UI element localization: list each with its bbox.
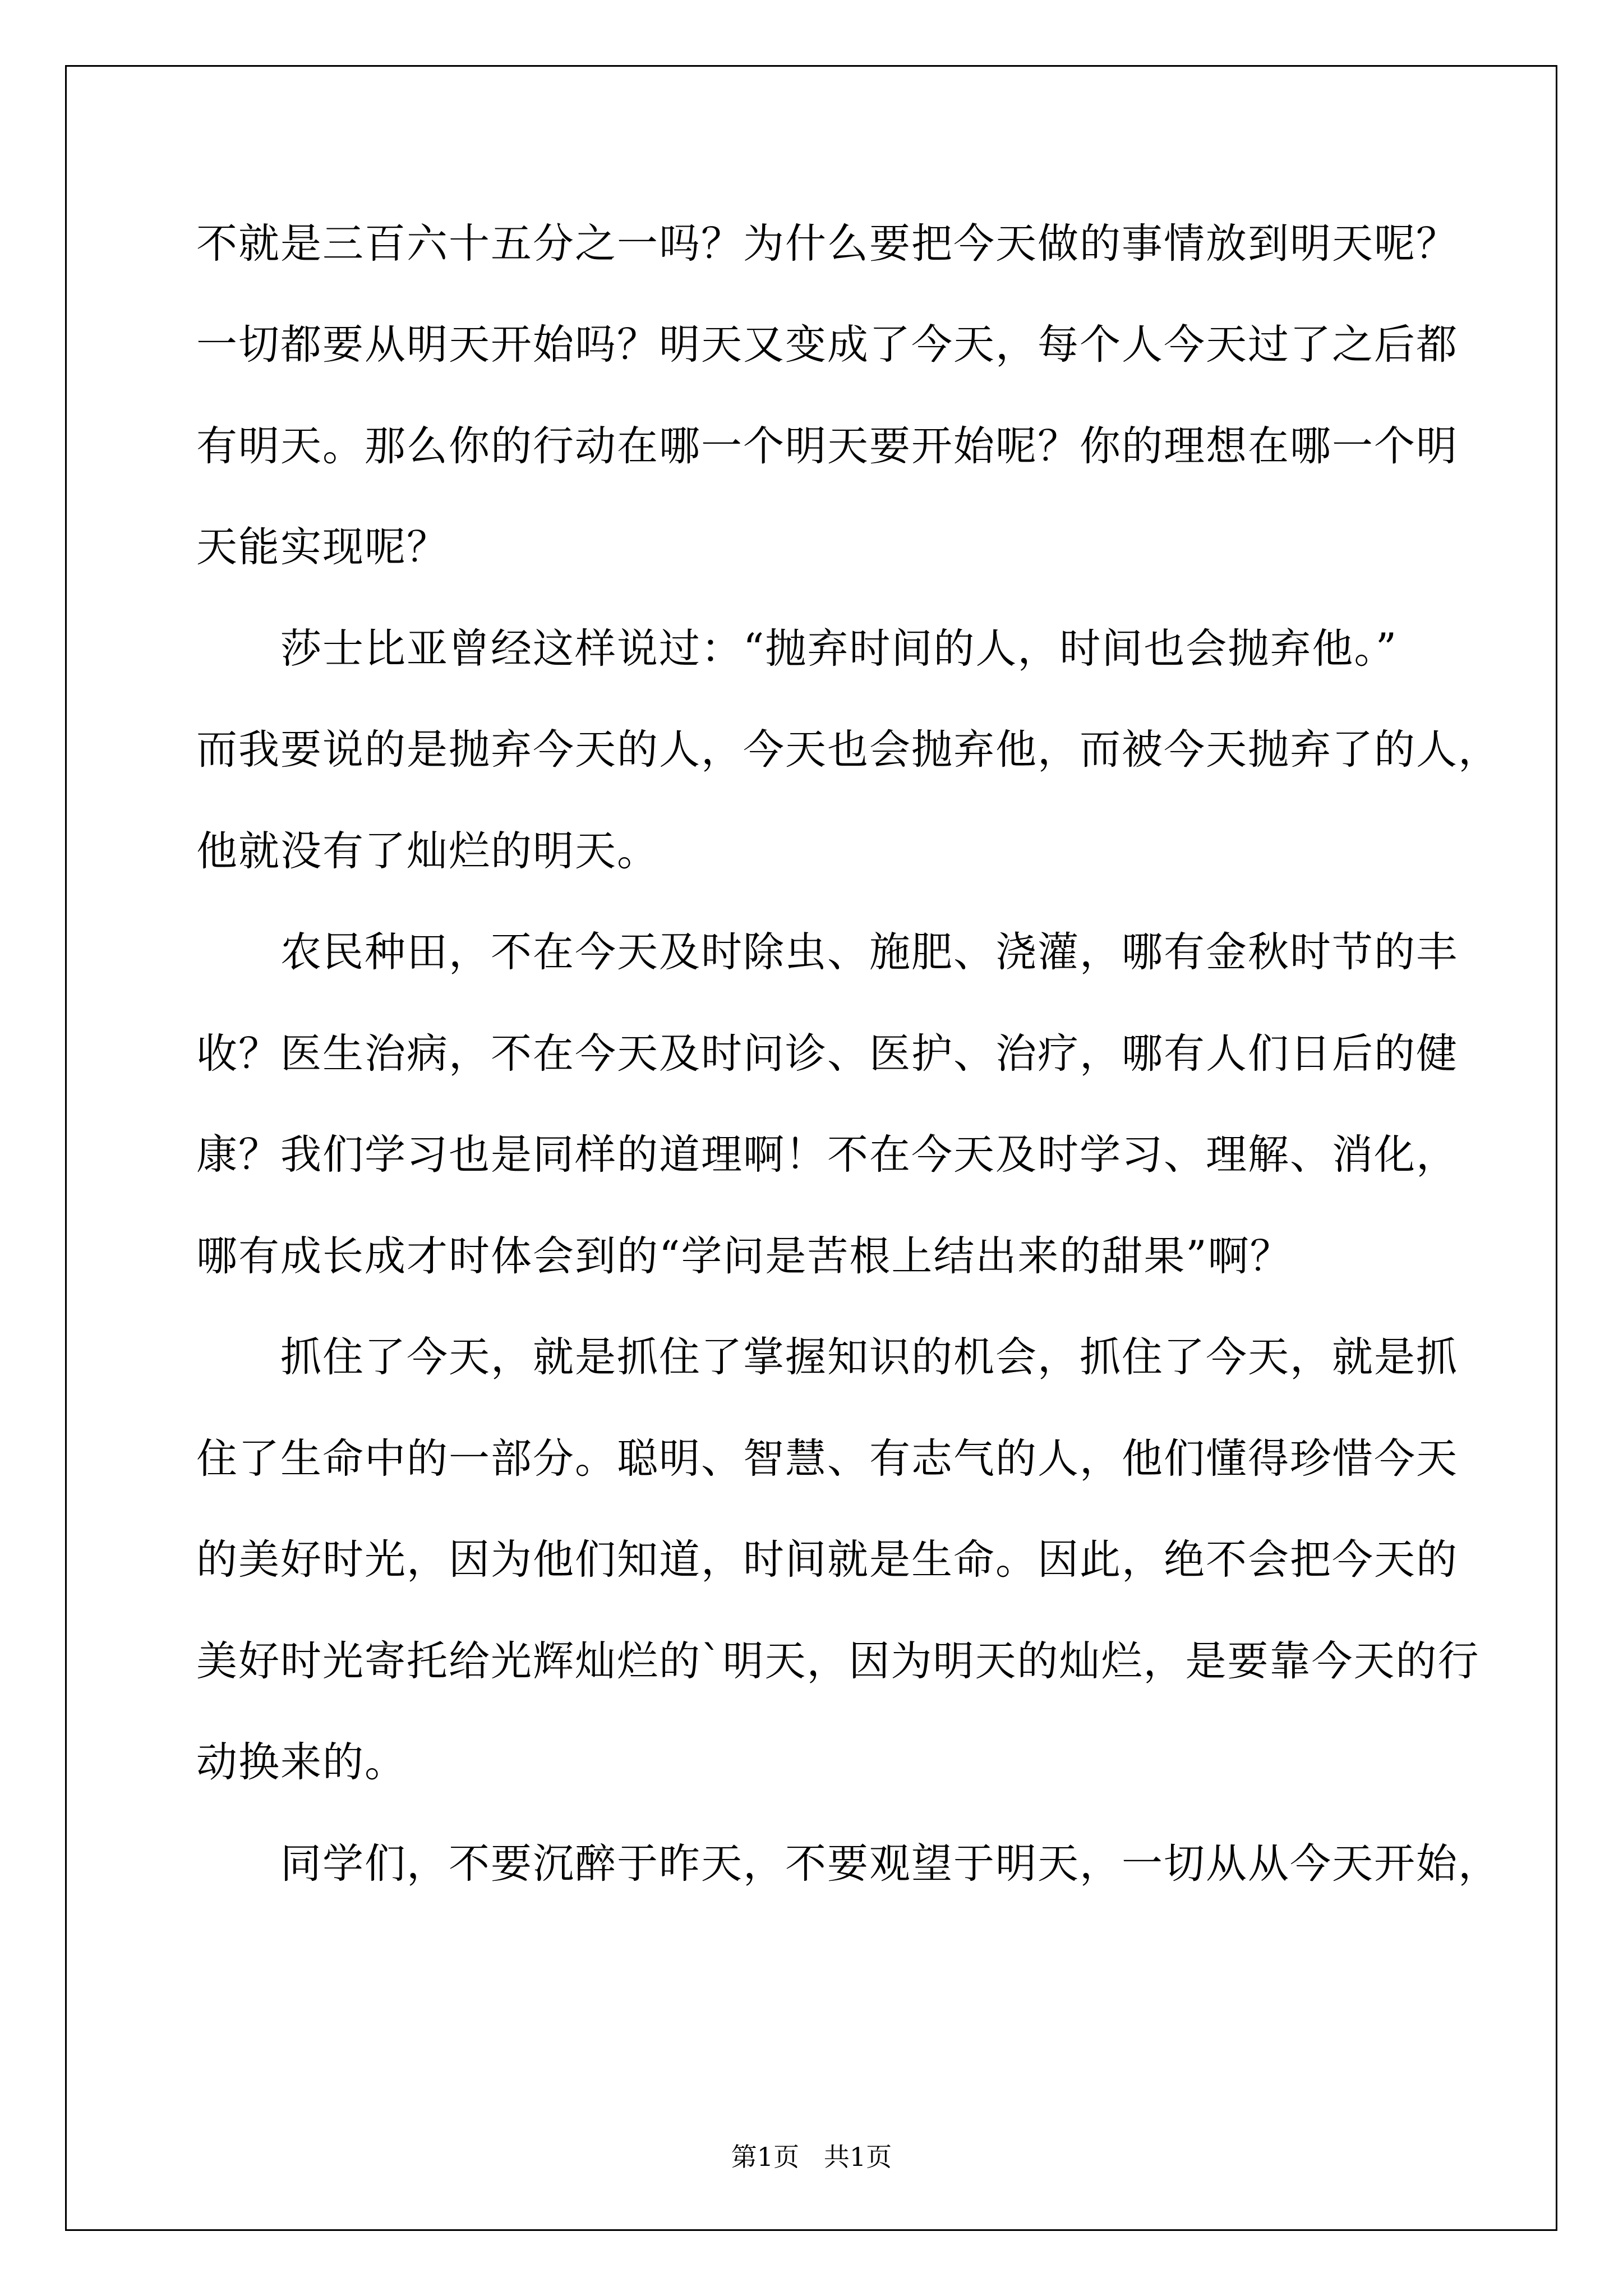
text-line: 天能实现呢？ (196, 523, 449, 571)
text-line: 一切都要从明天开始吗？明天又变成了今天，每个人今天过了之后都 (196, 321, 1458, 369)
text-line: 康？我们学习也是同样的道理啊！不在今天及时学习、理解、消化， (196, 1131, 1458, 1179)
text-line: 的美好时光，因为他们知道，时间就是生命。因此，绝不会把今天的 (196, 1536, 1458, 1584)
text-line: 住了生命中的一部分。聪明、智慧、有志气的人，他们懂得珍惜今天 (196, 1435, 1458, 1483)
text-line: 美好时光寄托给光辉灿烂的`明天，因为明天的灿烂，是要靠今天的行 (196, 1637, 1480, 1685)
text-line: 而我要说的是抛弃今天的人，今天也会抛弃他，而被今天抛弃了的人， (196, 726, 1500, 774)
text-line: 动换来的。 (196, 1738, 407, 1786)
text-line: 收？医生治病，不在今天及时问诊、医护、治疗，哪有人们日后的健 (196, 1030, 1458, 1078)
text-line: 同学们，不要沉醉于昨天，不要观望于明天，一切从从今天开始， (196, 1840, 1500, 1888)
page-number-footer: 第1页 共1页 (731, 2142, 892, 2172)
text-line: 他就没有了灿烂的明天。 (196, 827, 659, 875)
text-line: 有明天。那么你的行动在哪一个明天要开始呢？你的理想在哪一个明 (196, 422, 1458, 470)
text-line: 莎士比亚曾经这样说过：“抛弃时间的人，时间也会抛弃他。” (196, 625, 1398, 673)
text-line: 哪有成长成才时体会到的“学问是苦根上结出来的甜果”啊？ (196, 1232, 1292, 1280)
text-line: 不就是三百六十五分之一吗？为什么要把今天做的事情放到明天呢？ (196, 220, 1458, 268)
text-line: 农民种田，不在今天及时除虫、施肥、浇灌，哪有金秋时节的丰 (196, 928, 1458, 976)
text-line: 抓住了今天，就是抓住了掌握知识的机会，抓住了今天，就是抓 (196, 1333, 1458, 1381)
